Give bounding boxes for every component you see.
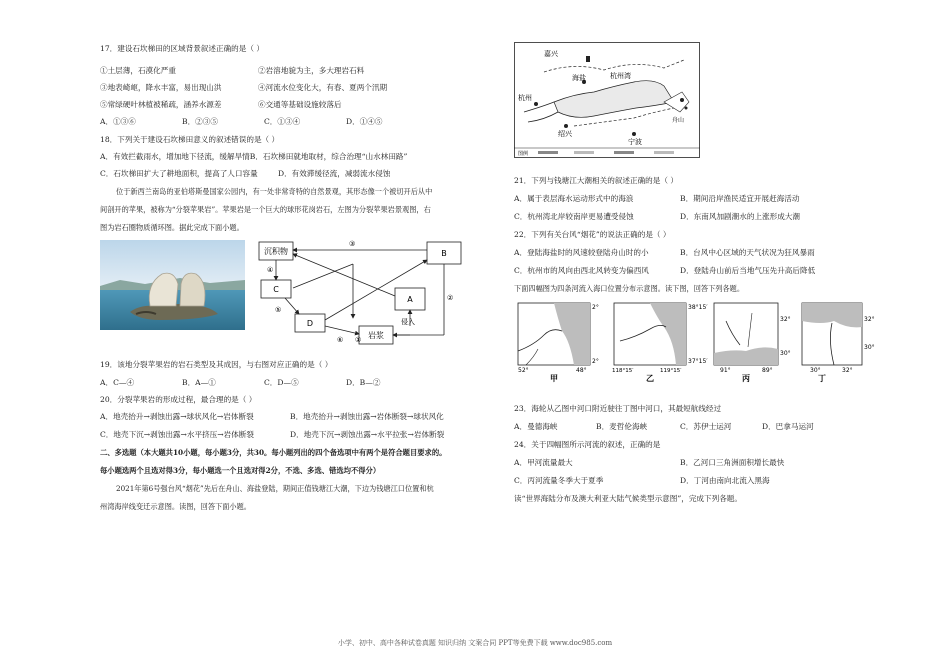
q20-stem: 20．分裂苹果岩的形成过程，最合理的是（ ） [100,395,257,404]
q21-option-a: A．属于表层海水运动形式中的海浪 [514,194,634,203]
intro1-line2: 间剖开的苹果，被称为“分裂苹果岩”。苹果岩是一个巨大的球形花岗岩石，左图为分裂苹果岩景观图，右 [100,205,431,214]
jia-lat-top: 2° [592,304,599,311]
q19-option-c: C．D—⑤ [264,378,299,387]
q22-option-a: A．登陆海盐时的风速较登陆舟山时的小 [514,248,649,257]
yi-lon-right: 119°15′ [660,368,682,374]
label-hangzhouwan: 杭州湾 [610,72,631,80]
flag-icon [586,56,590,62]
q23-option-c: C．苏伊士运河 [680,422,732,431]
intro1-line1: 位于新西兰南岛的亚伯塔斯曼国家公园内，有一处非常奇特的自然景观，其形态像一个被切开后从中 [116,187,433,196]
q21-stem: 21．下列与钱塘江大潮相关的叙述正确的是（ ） [514,176,678,185]
q20-option-a: A．地壳抬升→剥蚀出露→球状风化→岩体断裂 [100,412,254,421]
q24-option-c: C．丙河流量冬季大于夏季 [514,476,604,485]
label-n1: ① [355,336,362,344]
q18-options-ab: A．有效拦截雨水，增加地下径流，缓解旱情B．石坎梯田就地取材，综合治理“山水林田路” [100,152,408,161]
split-apple-rock-photo [100,240,245,330]
q19-stem: 19．该地分裂苹果岩的岩石类型及其成因，与右图对应正确的是（ ） [100,360,333,369]
q24-option-a: A．甲河流量最大 [514,458,573,467]
q23-stem: 23．海轮从乙图中河口附近驶往丁图中河口，其最短航线经过 [514,404,722,413]
bing-lat-top: 32° [780,316,791,323]
q17-option-b: B．②③⑤ [182,117,218,126]
jia-lat-bottom: 2° [592,358,599,365]
yi-lon-left: 118°15′ [612,368,634,374]
q24-option-b: B．乙河口三角洲面积增长最快 [680,458,785,467]
yi-lat-top: 38°15′ [688,304,708,311]
river-map-jia [514,301,599,385]
intro3: 下面四幅图为四条河流入海口位置分布示意图。读下图，回答下列各题。 [514,284,745,293]
q23-option-b: B．麦哲伦海峡 [596,422,648,431]
page-footer: 小学、初中、高中各种试卷真题 知识归纳 文案合同 PPT等免费下载 www.doc985.com [337,639,613,647]
ding-lon-left: 30° [810,367,821,374]
q17-option-d: D．①④⑤ [346,117,383,126]
q17-item-1: ①土层薄，石漠化严重 [100,66,176,75]
river-map-bing [712,301,802,385]
q17-item-3: ③地表崎岖，降水丰富，易出现山洪 [100,83,222,92]
label-n2: ② [447,294,454,302]
q17-item-5: ⑤常绿硬叶林植被稀疏，涵养水源差 [100,100,222,109]
ding-label: 丁 [818,374,826,383]
q17-item-6: ⑥交通等基础设施较落后 [258,100,342,109]
q17-option-a: A．①③⑥ [100,117,136,126]
q24-stem: 24．关于四幅图所示河流的叙述，正确的是 [514,440,661,449]
q22-option-b: B．台风中心区域的天气状况为狂风暴雨 [680,248,815,257]
ding-lat-bottom: 30° [864,344,875,351]
q19-option-b: B．A—① [182,378,216,387]
q20-option-b: B．地壳抬升→剥蚀出露→岩体断裂→球状风化 [290,412,444,421]
q18-option-c: C．石坎梯田扩大了耕地面积，提高了人口容量 [100,169,258,178]
label-haiyan: 海盐 [572,74,586,82]
q20-option-d: D．地壳下沉→剥蚀出露→水平拉张→岩体断裂 [290,430,445,439]
bing-lat-bottom: 30° [780,350,791,357]
section2-heading-line1: 二、多选题（本大题共10小题，每小题3分，共30。每小题列出的四个备选项中有两个是符合题目要求的。 [100,448,447,457]
ding-lon-right: 32° [842,367,853,374]
label-b: B [441,249,447,258]
q21-option-c: C．杭州湾北岸较南岸更易遭受侵蚀 [514,212,634,221]
label-shaoxing: 绍兴 [558,130,572,138]
label-sediment: 沉积物 [264,247,288,256]
label-zhoushan: 舟山 [672,117,685,124]
q18-stem: 18．下列关于建设石坎梯田意义的叙述错误的是（ ） [100,135,280,144]
q19-option-d: D．B—② [346,378,381,387]
river-map-yi [610,301,710,385]
q23-option-a: A．曼德海峡 [514,422,558,431]
bing-label: 丙 [742,374,750,383]
label-a: A [407,295,413,304]
label-ningbo: 宁波 [628,138,642,146]
label-n4: ④ [267,266,274,274]
q21-option-b: B．期间沿岸渔民适宜开展赶海活动 [680,194,800,203]
q20-option-c: C．地壳下沉→剥蚀出露→水平挤压→岩体断裂 [100,430,254,439]
ding-lat-top: 32° [864,316,875,323]
river-map-ding [798,301,888,385]
jia-lon-left: 52° [518,367,529,374]
q22-stem: 22．下列有关台风“烟花”的说法正确的是（ ） [514,230,671,239]
label-d: D [306,319,314,328]
q19-option-a: A．C—④ [100,378,135,387]
q17-item-2: ②岩溶地貌为主，多大理岩石料 [258,66,365,75]
jia-label: 甲 [550,374,558,383]
q17-stem: 17．建设石坎梯田的区域背景叙述正确的是（ ） [100,44,264,53]
bing-lon-right: 89° [762,367,773,374]
rock-cycle-diagram [255,238,470,354]
q21-option-d: D．东南风加剧潮水的上涨形成大潮 [680,212,800,221]
intro4: 读“世界海陆分布及澳大利亚大陆气候类型示意图”，完成下列各题。 [514,494,742,503]
jia-lon-right: 48° [576,367,587,374]
label-jiaxing: 嘉兴 [544,50,558,58]
section2-heading-line2: 每小题选两个且选对得3分，每小题选一个且选对得2分，不选、多选、错选均不得分） [100,466,381,475]
q24-option-d: D．丁河由南向北流入黑海 [680,476,770,485]
intro1-line3: 图为岩石圈物质循环图。据此完成下面小题。 [100,223,244,232]
legend-label: 图例 [518,151,529,157]
label-magma: 岩浆 [368,331,384,340]
hangzhou-bay-map [514,42,700,162]
label-intrusion: 侵入 [401,318,415,326]
bing-lon-left: 91° [720,367,731,374]
yi-label: 乙 [646,374,654,383]
label-n6: ⑥ [337,336,344,344]
q22-option-c: C．杭州市的风向由西北风转变为偏西风 [514,266,649,275]
yi-lat-bottom: 37°15′ [688,358,708,365]
label-hangzhou: 杭州 [518,94,532,102]
q17-option-c: C．①③④ [264,117,301,126]
label-n5: ⑤ [275,306,282,314]
intro2-line2: 州湾海岸线变迁示意图。读图，回答下面小题。 [100,502,251,511]
q18-option-d: D．有效滞缓径流，减弱流水侵蚀 [278,169,391,178]
label-n3: ③ [349,240,356,248]
q17-item-4: ④河流水位变化大，有春、夏两个汛期 [258,83,388,92]
q23-option-d: D．巴拿马运河 [762,422,814,431]
intro2-line1: 2021年第6号强台风“烟花”先后在舟山、海盐登陆，期间正值钱塘江大潮，下边为钱塘江口位置和杭 [116,484,434,493]
label-c: C [273,285,279,294]
q22-option-d: D．登陆舟山前后当地气压先升高后降低 [680,266,816,275]
